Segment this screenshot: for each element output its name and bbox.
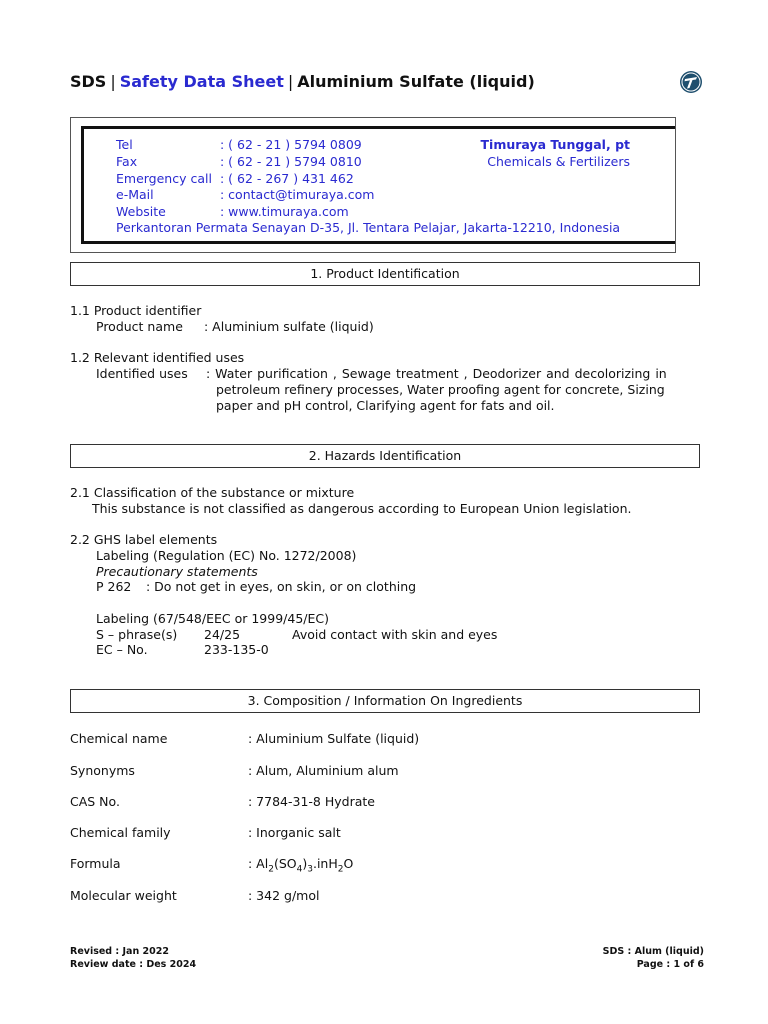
s-phrase-code: 24/25 <box>204 627 241 642</box>
chemical-name-label: Chemical name <box>70 731 168 746</box>
formula-sub-1: 2 <box>268 864 274 875</box>
synonyms-value: : Alum, Aluminium alum <box>248 763 399 778</box>
product-name-value: : Aluminium sulfate (liquid) <box>204 319 374 334</box>
footer-document-id: SDS : Alum (liquid) <box>602 946 704 957</box>
footer-page-number: Page : 1 of 6 <box>636 959 704 970</box>
footer-revised: Revised : Jan 2022 <box>70 946 169 957</box>
email-value[interactable]: : contact@timuraya.com <box>220 187 375 202</box>
tel-value: : ( 62 - 21 ) 5794 0809 <box>220 137 362 152</box>
chemical-name-value: : Aluminium Sulfate (liquid) <box>248 731 420 746</box>
emergency-value: : ( 62 - 267 ) 431 462 <box>220 171 354 186</box>
classification-text: This substance is not classified as dangerous according to European Union legislation. <box>92 501 632 516</box>
formula-mid-1: (SO <box>273 856 297 871</box>
s-phrase-label: S – phrase(s) <box>96 627 178 642</box>
footer-review-date: Review date : Des 2024 <box>70 959 197 970</box>
contact-address: Perkantoran Permata Senayan D-35, Jl. Tentara Pelajar, Jakarta-12210, Indonesia <box>116 220 621 235</box>
company-name: Timuraya Tunggal, pt <box>480 137 630 152</box>
formula-suffix: O <box>343 856 354 871</box>
email-label: e-Mail <box>116 187 154 202</box>
synonyms-label: Synonyms <box>70 763 135 778</box>
classification-heading: 2.1 Classification of the substance or mixture <box>70 485 355 500</box>
company-tagline: Chemicals & Fertilizers <box>487 154 630 169</box>
website-label: Website <box>116 204 166 219</box>
formula-label: Formula <box>70 856 121 871</box>
section-1-heading: 1. Product Identification <box>70 262 700 286</box>
s-phrase-text: Avoid contact with skin and eyes <box>292 627 498 642</box>
section-2-heading: 2. Hazards Identification <box>70 444 700 468</box>
fax-label: Fax <box>116 154 138 169</box>
formula-sub-2: 4 <box>296 864 303 875</box>
formula-sub-3: 3 <box>307 864 313 875</box>
product-name-label: Product name <box>96 319 183 334</box>
formula-prefix: : Al <box>248 856 269 871</box>
molecular-weight-value: : 342 g/mol <box>248 888 320 903</box>
formula-mid-3: .inH <box>312 856 338 871</box>
ec-number-value: 233-135-0 <box>204 642 269 657</box>
p262-code: P 262 <box>96 579 132 594</box>
section-3-heading: 3. Composition / Information On Ingredients <box>70 689 700 713</box>
emergency-label: Emergency call <box>116 171 212 186</box>
formula-value <box>248 856 353 875</box>
identified-uses-line-3: paper and pH control, Clarifying agent for fats and oil. <box>216 398 555 413</box>
product-identifier-heading: 1.1 Product identifier <box>70 303 202 318</box>
ghs-heading: 2.2 GHS label elements <box>70 532 218 547</box>
molecular-weight-label: Molecular weight <box>70 888 177 903</box>
chemical-family-value: : Inorganic salt <box>248 825 341 840</box>
timuraya-logo-icon <box>679 70 703 94</box>
chemical-family-label: Chemical family <box>70 825 171 840</box>
document-title: SDS | Safety Data Sheet | Aluminium Sulfate (liquid) <box>70 72 535 91</box>
identified-uses-line-2: petroleum refinery processes, Water proofing agent for concrete, Sizing <box>216 382 665 397</box>
identified-uses-line-1: : Water purification , Sewage treatment , Deodorizer and decolorizing in <box>206 366 667 381</box>
ec-number-label: EC – No. <box>96 642 148 657</box>
title-sds: SDS <box>70 72 107 91</box>
fax-value: : ( 62 - 21 ) 5794 0810 <box>220 154 362 169</box>
tel-label: Tel <box>116 137 133 152</box>
website-value[interactable]: : www.timuraya.com <box>220 204 349 219</box>
formula-sub-4: 2 <box>337 864 344 875</box>
cas-number-value: : 7784-31-8 Hydrate <box>248 794 375 809</box>
formula-mid-2: ) <box>302 856 308 871</box>
identified-uses-heading: 1.2 Relevant identified uses <box>70 350 245 365</box>
labeling-regulation: Labeling (Regulation (EC) No. 1272/2008) <box>96 548 357 563</box>
labeling-old-directive: Labeling (67/548/EEC or 1999/45/EC) <box>96 611 329 626</box>
identified-uses-label: Identified uses <box>96 366 188 381</box>
title-sheet: Safety Data Sheet <box>119 72 284 91</box>
title-product: Aluminium Sulfate (liquid) <box>297 72 535 91</box>
p262-text: : Do not get in eyes, on skin, or on clothing <box>146 579 417 594</box>
precautionary-statements-heading: Precautionary statements <box>96 564 258 579</box>
cas-number-label: CAS No. <box>70 794 120 809</box>
